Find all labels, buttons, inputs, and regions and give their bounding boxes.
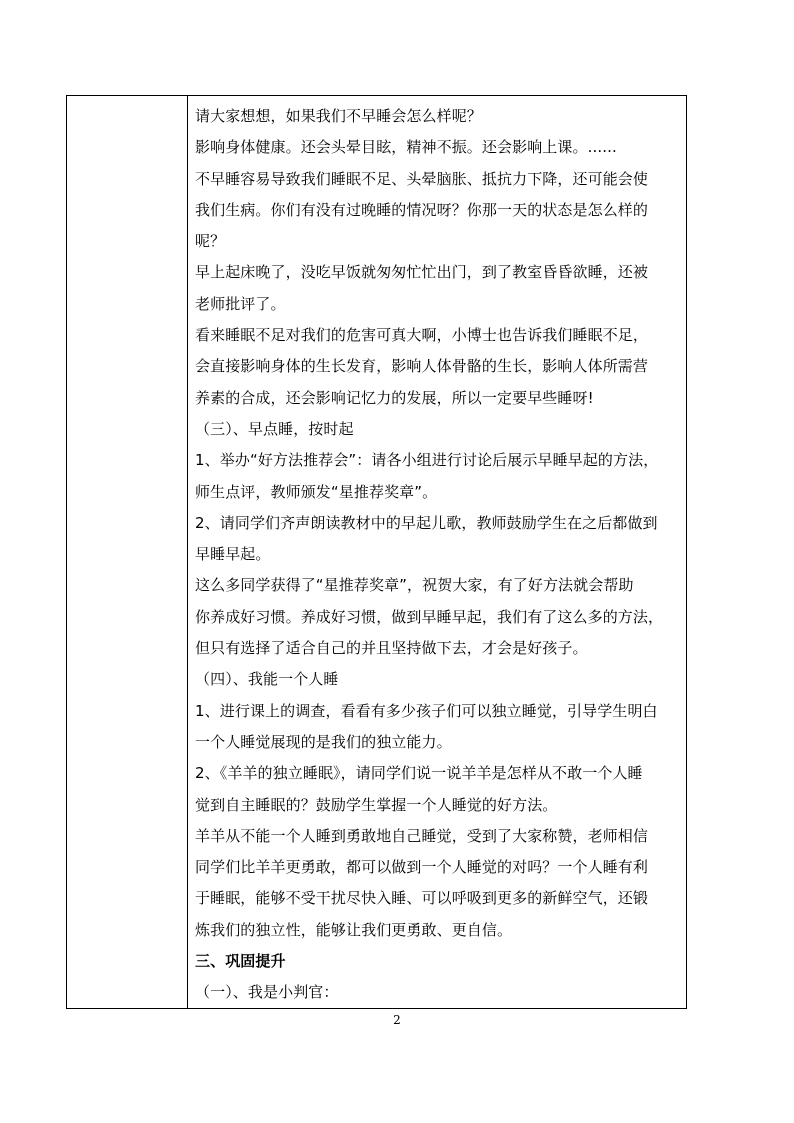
text-line: 这么多同学获得了“星推荐奖章”，祝贺大家，有了好方法就会帮助 (195, 576, 634, 595)
text-line: 师生点评，教师颁发“星推荐奖章”。 (195, 482, 438, 501)
text-line: 一个人睡觉展现的是我们的独立能力。 (195, 732, 452, 751)
section-heading: 三、巩固提升 (195, 952, 286, 971)
text-line: 羊羊从不能一个人睡到勇敢地自己睡觉，受到了大家称赞，老师相信 (195, 826, 649, 845)
text-line: 觉到自主睡眠的？鼓励学生掌握一个人睡觉的好方法。 (195, 795, 558, 814)
text-line: 早睡早起。 (195, 545, 271, 564)
text-line: 炼我们的独立性，能够让我们更勇敢、更自信。 (195, 920, 513, 939)
text-line: 不早睡容易导致我们睡眠不足、头晕脑胀、抵抗力下降，还可能会使 (195, 169, 649, 188)
text-line: 老师批评了。 (195, 294, 286, 313)
text-line: （三）、早点睡，按时起 (195, 419, 354, 438)
text-line: 影响身体健康。还会头晕目眩，精神不振。还会影响上课。...... (195, 138, 617, 157)
text-line: （四）、我能一个人睡 (195, 670, 339, 689)
text-line: 会直接影响身体的生长发育，影响人体骨骼的生长，影响人体所需营 (195, 357, 649, 376)
text-line: 呢？ (195, 232, 226, 251)
text-line: 养素的合成，还会影响记忆力的发展，所以一定要早些睡呀! (195, 388, 594, 407)
text-line: 2、《羊羊的独立睡眠》，请同学们说一说羊羊是怎样从不敢一个人睡 (195, 764, 643, 783)
table-content-cell (188, 96, 686, 1008)
text-line: 但只有选择了适合自己的并且坚持做下去，才会是好孩子。 (195, 639, 588, 658)
text-line: 看来睡眠不足对我们的危害可真大啊，小博士也告诉我们睡眠不足， (195, 326, 649, 345)
text-line: 同学们比羊羊更勇敢，都可以做到一个人睡觉的对吗？一个人睡有利 (195, 858, 649, 877)
text-line: 1、举办“好方法推荐会”：请各小组进行讨论后展示早睡早起的方法， (195, 451, 659, 470)
table-left-cell (67, 96, 188, 1008)
text-line: 早上起床晚了，没吃早饭就匆匆忙忙出门，到了教室昏昏欲睡，还被 (195, 263, 649, 282)
text-line: 请大家想想，如果我们不早睡会怎么样呢？ (195, 107, 482, 125)
text-line: （一）、我是小判官： (195, 983, 339, 1002)
text-line: 于睡眠，能够不受干扰尽快入睡、可以呼吸到更多的新鲜空气，还锻 (195, 889, 649, 908)
lesson-table (66, 95, 687, 1009)
text-line: 2、请同学们齐声朗读教材中的早起儿歌，教师鼓励学生在之后都做到 (195, 513, 658, 532)
page-number: 2 (393, 1013, 401, 1027)
text-line: 1、进行课上的调查，看看有多少孩子们可以独立睡觉，引导学生明白 (195, 701, 658, 720)
text-line: 我们生病。你们有没有过晚睡的情况呀？你那一天的状态是怎么样的 (195, 200, 649, 219)
text-line: 你养成好习惯。养成好习惯，做到早睡早起，我们有了这么多的方法， (195, 607, 664, 626)
